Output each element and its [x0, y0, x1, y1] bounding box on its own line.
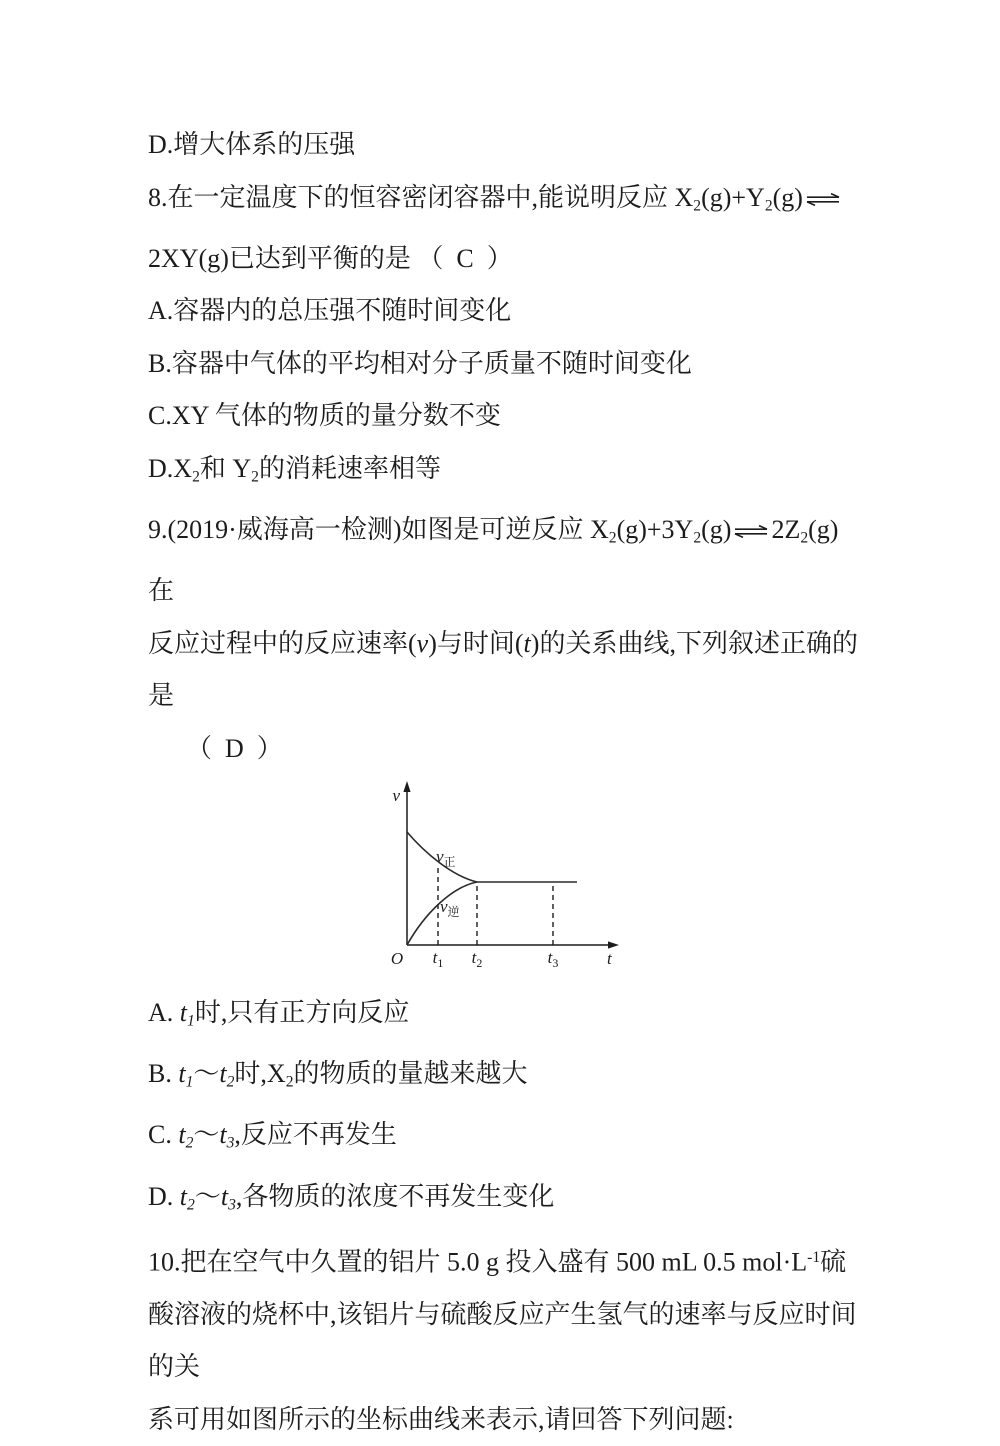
tick-t2: $t_2$: [471, 948, 483, 971]
x-axis-arrowhead-icon: [608, 941, 619, 948]
q10-stem-line3: 系可用如图所示的坐标曲线来表示,请回答下列问题:: [148, 1404, 734, 1434]
q9-option-d: D. t2～t3,各物质的浓度不再发生变化: [148, 1181, 555, 1214]
q8-option-d: D.X2和 Y2的消耗速率相等: [148, 453, 441, 486]
q10-stem-line2: 酸溶液的烧杯中,该铝片与硫酸反应产生氢气的速率与反应时间的关: [148, 1299, 857, 1382]
document-body: [148, 119, 864, 1446]
tick-t1: $t_1$: [432, 948, 444, 971]
equilibrium-arrow-icon: [803, 172, 843, 225]
figure-rate-time-graph: [370, 775, 864, 975]
q9-stem-line1: 9.(2019·威海高一检测)如图是可逆反应 X2(g)+3Y2(g) 2Z2(g)在: [148, 504, 864, 618]
q8-option-a: A.容器内的总压强不随时间变化: [148, 296, 512, 326]
origin-label: O: [390, 949, 404, 969]
q9-answer-line: （ D ）: [186, 733, 283, 763]
q9-stem-line2: 反应过程中的反应速率(v)与时间(t)的关系曲线,下列叙述正确的是: [148, 628, 858, 711]
y-axis-label: v: [392, 786, 400, 806]
q9-option-b: B. t1～t2时,X2的物质的量越来越大: [148, 1059, 528, 1091]
x-axis-label: t: [607, 949, 612, 969]
rate-time-chart: [370, 775, 620, 975]
q8-option-b: B.容器中气体的平均相对分子质量不随时间变化: [148, 348, 692, 378]
q8-stem-line1: 8.在一定温度下的恒容密闭容器中,能说明反应 X2(g)+Y2(g): [148, 172, 864, 233]
q8-stem-line2: 2XY(g)已达到平衡的是 （ C ）: [148, 243, 513, 273]
q7-option-d: D.增大体系的压强: [148, 130, 356, 159]
curve-forward-label: $v_正$: [436, 847, 456, 870]
curve-reverse-label: $v_逆$: [440, 897, 460, 920]
equilibrium-arrow-icon: [731, 504, 771, 557]
q9-option-c: C. t2～t3,反应不再发生: [148, 1120, 397, 1153]
q8-option-c: C.XY 气体的物质的量分数不变: [148, 401, 501, 431]
q10-stem-line1: 10.把在空气中久置的铝片 5.0 g 投入盛有 500 mL 0.5 $mol\cdot L^{-1}$硫: [148, 1247, 847, 1277]
q9-option-a: A. t1时,只有正方向反应: [148, 998, 410, 1030]
tick-t3: $t_3$: [547, 948, 559, 971]
y-axis-arrowhead-icon: [403, 781, 410, 792]
